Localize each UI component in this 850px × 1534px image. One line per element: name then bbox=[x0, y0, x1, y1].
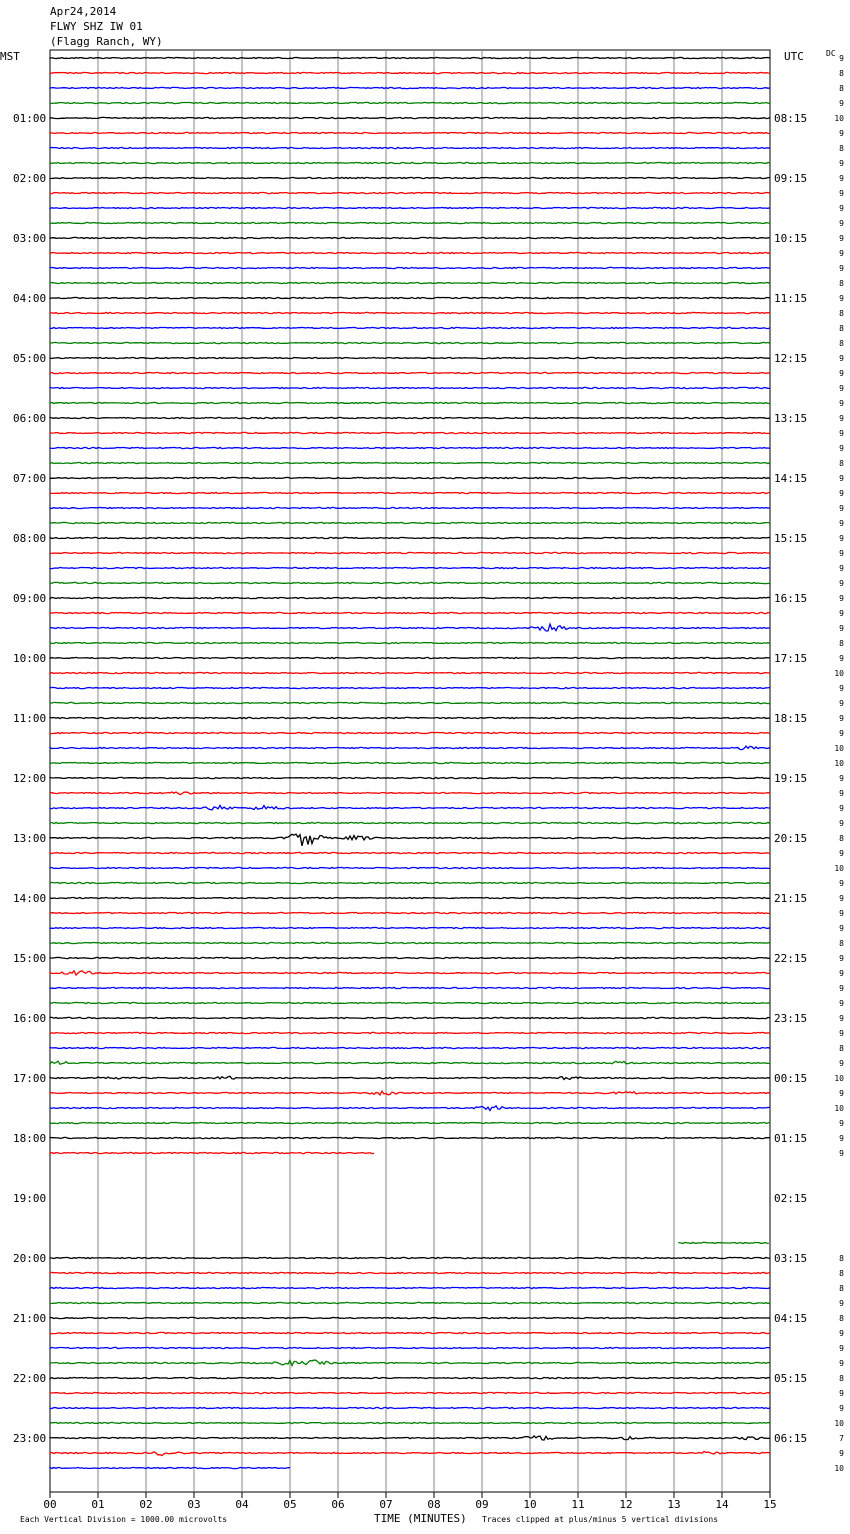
dc-value: 9 bbox=[839, 699, 844, 708]
trace-row-44 bbox=[50, 717, 770, 718]
dc-value: 9 bbox=[839, 444, 844, 453]
dc-value: 9 bbox=[839, 429, 844, 438]
dc-value: 8 bbox=[839, 639, 844, 648]
dc-value: 8 bbox=[839, 309, 844, 318]
hour-label-right: 16:15 bbox=[774, 592, 808, 605]
dc-value: 7 bbox=[839, 1434, 844, 1443]
dc-value: 10 bbox=[834, 669, 844, 678]
x-tick-label: 06 bbox=[331, 1498, 345, 1511]
trace-row-56 bbox=[50, 897, 770, 898]
header-station: FLWY SHZ IW 01 bbox=[50, 20, 143, 33]
hour-label-right: 11:15 bbox=[774, 292, 808, 305]
dc-value: 9 bbox=[839, 204, 844, 213]
dc-value: 8 bbox=[839, 339, 844, 348]
trace-row-36 bbox=[50, 597, 770, 598]
dc-value: 9 bbox=[839, 1119, 844, 1128]
trace-row-91 bbox=[50, 1422, 770, 1423]
trace-row-12 bbox=[50, 237, 770, 238]
trace-row-93 bbox=[50, 1451, 770, 1455]
dc-value: 10 bbox=[834, 1104, 844, 1113]
clip-note: Traces clipped at plus/minus 5 vertical divisions bbox=[482, 1515, 719, 1524]
hour-label-left: 06:00 bbox=[13, 412, 47, 425]
hour-label-right: 01:15 bbox=[774, 1132, 808, 1145]
x-tick-label: 01 bbox=[91, 1498, 105, 1511]
dc-value: 9 bbox=[839, 684, 844, 693]
dc-value: 9 bbox=[839, 219, 844, 228]
dc-value: 9 bbox=[839, 909, 844, 918]
dc-value: 9 bbox=[839, 1059, 844, 1068]
hour-label-right: 09:15 bbox=[774, 172, 808, 185]
dc-value: 9 bbox=[839, 384, 844, 393]
dc-value: 9 bbox=[839, 804, 844, 813]
dc-value: 8 bbox=[839, 1284, 844, 1293]
trace-row-35 bbox=[50, 582, 770, 583]
trace-row-52 bbox=[50, 834, 770, 846]
trace-row-21 bbox=[50, 372, 770, 373]
hour-label-right: 03:15 bbox=[774, 1252, 808, 1265]
dc-value: 9 bbox=[839, 714, 844, 723]
hour-label-left: 18:00 bbox=[13, 1132, 47, 1145]
dc-value: 9 bbox=[839, 1359, 844, 1368]
trace-row-10 bbox=[50, 207, 770, 208]
trace-row-28 bbox=[50, 477, 770, 478]
trace-row-83 bbox=[50, 1302, 770, 1303]
dc-offset-labels bbox=[834, 54, 844, 1473]
dc-value: 9 bbox=[839, 594, 844, 603]
hour-label-left: 08:00 bbox=[13, 532, 47, 545]
trace-row-84 bbox=[50, 1317, 770, 1318]
dc-value: 9 bbox=[839, 609, 844, 618]
hour-label-left: 02:00 bbox=[13, 172, 47, 185]
hour-label-right: 23:15 bbox=[774, 1012, 808, 1025]
x-tick-label: 09 bbox=[475, 1498, 489, 1511]
trace-row-82 bbox=[50, 1287, 770, 1288]
hour-label-right: 21:15 bbox=[774, 892, 808, 905]
dc-value: 8 bbox=[839, 939, 844, 948]
dc-header-label: DC bbox=[826, 49, 836, 58]
dc-value: 10 bbox=[834, 759, 844, 768]
trace-row-90 bbox=[50, 1407, 770, 1408]
dc-value: 8 bbox=[839, 834, 844, 843]
trace-row-64 bbox=[50, 1017, 770, 1018]
hour-label-left: 07:00 bbox=[13, 472, 47, 485]
hour-label-right: 17:15 bbox=[774, 652, 808, 665]
trace-row-22 bbox=[50, 387, 770, 388]
hour-label-right: 14:15 bbox=[774, 472, 808, 485]
trace-row-32 bbox=[50, 537, 770, 538]
trace-row-61 bbox=[50, 971, 770, 975]
dc-value: 9 bbox=[839, 369, 844, 378]
dc-value: 9 bbox=[839, 474, 844, 483]
dc-value: 8 bbox=[839, 1314, 844, 1323]
hour-label-left: 17:00 bbox=[13, 1072, 47, 1085]
hour-label-left: 13:00 bbox=[13, 832, 47, 845]
dc-value: 9 bbox=[839, 534, 844, 543]
trace-row-45 bbox=[50, 732, 770, 733]
dc-value: 9 bbox=[839, 999, 844, 1008]
hour-label-right: 15:15 bbox=[774, 532, 808, 545]
dc-value: 9 bbox=[839, 549, 844, 558]
x-tick-label: 12 bbox=[619, 1498, 633, 1511]
trace-row-29 bbox=[50, 492, 770, 493]
hour-label-right: 04:15 bbox=[774, 1312, 808, 1325]
trace-row-19 bbox=[50, 342, 770, 343]
x-tick-label: 07 bbox=[379, 1498, 393, 1511]
trace-row-71 bbox=[50, 1122, 770, 1123]
trace-row-65 bbox=[50, 1032, 770, 1033]
x-tick-label: 10 bbox=[523, 1498, 537, 1511]
trace-row-66 bbox=[50, 1047, 770, 1048]
trace-row-92 bbox=[50, 1436, 770, 1440]
dc-value: 9 bbox=[839, 1389, 844, 1398]
dc-value: 9 bbox=[839, 774, 844, 783]
x-axis bbox=[43, 1492, 776, 1511]
header-location: (Flagg Ranch, WY) bbox=[50, 35, 163, 48]
hour-label-right: 10:15 bbox=[774, 232, 808, 245]
hour-label-right: 19:15 bbox=[774, 772, 808, 785]
hour-label-right: 02:15 bbox=[774, 1192, 808, 1205]
trace-row-33 bbox=[50, 552, 770, 553]
trace-row-9 bbox=[50, 192, 770, 193]
dc-value: 9 bbox=[839, 579, 844, 588]
hour-label-right: 08:15 bbox=[774, 112, 808, 125]
dc-value: 9 bbox=[839, 519, 844, 528]
dc-value: 9 bbox=[839, 894, 844, 903]
dc-value: 8 bbox=[839, 1254, 844, 1263]
plot-frame bbox=[50, 50, 770, 1492]
dc-value: 9 bbox=[839, 924, 844, 933]
trace-row-55 bbox=[50, 882, 770, 883]
hour-label-right: 12:15 bbox=[774, 352, 808, 365]
trace-row-94 bbox=[50, 1467, 290, 1468]
trace-row-57 bbox=[50, 912, 770, 913]
dc-value: 9 bbox=[839, 789, 844, 798]
trace-row-14 bbox=[50, 267, 770, 268]
trace-row-54 bbox=[50, 867, 770, 868]
dc-value: 10 bbox=[834, 1074, 844, 1083]
dc-value: 8 bbox=[839, 279, 844, 288]
trace-row-30 bbox=[50, 507, 770, 508]
hour-label-right: 13:15 bbox=[774, 412, 808, 425]
dc-value: 9 bbox=[839, 249, 844, 258]
hour-label-left: 23:00 bbox=[13, 1432, 47, 1445]
x-tick-label: 11 bbox=[571, 1498, 585, 1511]
dc-value: 9 bbox=[839, 489, 844, 498]
dc-value: 9 bbox=[839, 1014, 844, 1023]
dc-value: 9 bbox=[839, 624, 844, 633]
dc-value: 9 bbox=[839, 654, 844, 663]
trace-row-27 bbox=[50, 462, 770, 463]
x-tick-label: 02 bbox=[139, 1498, 153, 1511]
trace-row-20 bbox=[50, 357, 770, 358]
trace-row-15 bbox=[50, 282, 770, 283]
dc-value: 9 bbox=[839, 399, 844, 408]
hour-label-right: 06:15 bbox=[774, 1432, 808, 1445]
x-tick-label: 04 bbox=[235, 1498, 249, 1511]
dc-value: 9 bbox=[839, 1029, 844, 1038]
dc-value: 9 bbox=[839, 99, 844, 108]
trace-row-25 bbox=[50, 432, 770, 433]
dc-value: 10 bbox=[834, 1464, 844, 1473]
hour-label-left: 10:00 bbox=[13, 652, 47, 665]
right-timezone-label: UTC bbox=[784, 50, 804, 63]
x-tick-label: 00 bbox=[43, 1498, 57, 1511]
hour-label-right: 20:15 bbox=[774, 832, 808, 845]
hour-label-left: 19:00 bbox=[13, 1192, 47, 1205]
dc-value: 8 bbox=[839, 459, 844, 468]
trace-row-87 bbox=[50, 1360, 770, 1366]
trace-row-53 bbox=[50, 852, 770, 853]
x-tick-label: 05 bbox=[283, 1498, 297, 1511]
trace-row-24 bbox=[50, 417, 770, 418]
trace-row-37 bbox=[50, 612, 770, 613]
trace-row-23 bbox=[50, 402, 770, 403]
hour-label-left: 03:00 bbox=[13, 232, 47, 245]
hour-label-left: 20:00 bbox=[13, 1252, 47, 1265]
hour-label-left: 04:00 bbox=[13, 292, 47, 305]
trace-row-8 bbox=[50, 177, 770, 178]
trace-row-16 bbox=[50, 297, 770, 298]
trace-row-46 bbox=[50, 746, 770, 749]
trace-row-89 bbox=[50, 1392, 770, 1393]
trace-row-3 bbox=[50, 102, 770, 103]
trace-row-70 bbox=[50, 1106, 770, 1111]
hour-label-left: 16:00 bbox=[13, 1012, 47, 1025]
dc-value: 9 bbox=[839, 969, 844, 978]
hour-label-left: 12:00 bbox=[13, 772, 47, 785]
x-tick-label: 08 bbox=[427, 1498, 441, 1511]
dc-value: 9 bbox=[839, 1134, 844, 1143]
dc-value: 9 bbox=[839, 129, 844, 138]
dc-value: 10 bbox=[834, 744, 844, 753]
trace-row-13 bbox=[50, 252, 770, 253]
dc-value: 9 bbox=[839, 564, 844, 573]
trace-row-85 bbox=[50, 1332, 770, 1333]
hour-label-left: 22:00 bbox=[13, 1372, 47, 1385]
trace-row-73 bbox=[50, 1152, 374, 1153]
dc-value: 9 bbox=[839, 879, 844, 888]
trace-row-11 bbox=[50, 222, 770, 223]
scale-note: Each Vertical Division = 1000.00 microvolts bbox=[20, 1515, 228, 1524]
x-axis-title: TIME (MINUTES) bbox=[374, 1512, 467, 1525]
dc-value: 9 bbox=[839, 264, 844, 273]
left-timezone-label: MST bbox=[0, 50, 20, 63]
hour-label-right: 05:15 bbox=[774, 1372, 808, 1385]
trace-row-0 bbox=[50, 57, 770, 58]
dc-value: 8 bbox=[839, 1374, 844, 1383]
trace-row-62 bbox=[50, 987, 770, 988]
dc-value: 9 bbox=[839, 984, 844, 993]
trace-row-6 bbox=[50, 147, 770, 148]
dc-value: 8 bbox=[839, 144, 844, 153]
dc-value: 10 bbox=[834, 864, 844, 873]
hour-label-left: 09:00 bbox=[13, 592, 47, 605]
trace-row-40 bbox=[50, 657, 770, 658]
trace-row-59 bbox=[50, 942, 770, 943]
trace-row-88 bbox=[50, 1377, 770, 1378]
trace-row-51 bbox=[50, 822, 770, 823]
dc-value: 8 bbox=[839, 84, 844, 93]
hour-label-right: 18:15 bbox=[774, 712, 808, 725]
x-tick-label: 13 bbox=[667, 1498, 681, 1511]
trace-row-26 bbox=[50, 447, 770, 448]
trace-row-7 bbox=[50, 162, 770, 163]
trace-row-38 bbox=[50, 624, 770, 631]
trace-row-50 bbox=[50, 805, 770, 810]
trace-row-86 bbox=[50, 1347, 770, 1348]
dc-value: 9 bbox=[839, 504, 844, 513]
dc-value: 9 bbox=[839, 1449, 844, 1458]
dc-value: 9 bbox=[839, 189, 844, 198]
dc-value: 9 bbox=[839, 414, 844, 423]
hour-label-right: 00:15 bbox=[774, 1072, 808, 1085]
trace-row-4 bbox=[50, 117, 770, 118]
trace-row-49 bbox=[50, 792, 770, 795]
trace-row-34 bbox=[50, 567, 770, 568]
dc-value: 9 bbox=[839, 1329, 844, 1338]
dc-value: 9 bbox=[839, 1149, 844, 1158]
trace-row-5 bbox=[50, 132, 770, 133]
dc-value: 8 bbox=[839, 1044, 844, 1053]
dc-value: 9 bbox=[839, 234, 844, 243]
trace-row-67 bbox=[50, 1061, 770, 1064]
x-tick-label: 15 bbox=[763, 1498, 777, 1511]
dc-value: 9 bbox=[839, 1299, 844, 1308]
hour-label-left: 11:00 bbox=[13, 712, 47, 725]
hour-label-right: 22:15 bbox=[774, 952, 808, 965]
trace-row-43 bbox=[50, 702, 770, 703]
trace-row-41 bbox=[50, 672, 770, 673]
trace-row-80 bbox=[50, 1257, 770, 1258]
dc-value: 8 bbox=[839, 324, 844, 333]
dc-value: 9 bbox=[839, 819, 844, 828]
dc-value: 9 bbox=[839, 174, 844, 183]
x-tick-label: 14 bbox=[715, 1498, 729, 1511]
dc-value: 9 bbox=[839, 159, 844, 168]
trace-row-81 bbox=[50, 1272, 770, 1273]
trace-row-39 bbox=[50, 642, 770, 643]
trace-row-79 bbox=[679, 1242, 769, 1243]
header-date: Apr24,2014 bbox=[50, 5, 117, 18]
dc-value: 9 bbox=[839, 354, 844, 363]
hour-label-left: 01:00 bbox=[13, 112, 47, 125]
dc-value: 10 bbox=[834, 1419, 844, 1428]
trace-row-42 bbox=[50, 687, 770, 688]
dc-value: 9 bbox=[839, 954, 844, 963]
trace-row-2 bbox=[50, 87, 770, 88]
hour-label-left: 21:00 bbox=[13, 1312, 47, 1325]
dc-value: 9 bbox=[839, 1404, 844, 1413]
trace-row-72 bbox=[50, 1137, 770, 1138]
trace-row-17 bbox=[50, 312, 770, 313]
dc-value: 9 bbox=[839, 294, 844, 303]
trace-row-60 bbox=[50, 957, 770, 958]
trace-row-68 bbox=[50, 1076, 770, 1079]
dc-value: 9 bbox=[839, 729, 844, 738]
trace-row-18 bbox=[50, 327, 770, 328]
x-tick-label: 03 bbox=[187, 1498, 201, 1511]
dc-value: 8 bbox=[839, 1269, 844, 1278]
hour-label-left: 05:00 bbox=[13, 352, 47, 365]
dc-value: 9 bbox=[839, 849, 844, 858]
minute-grid bbox=[50, 50, 770, 1492]
trace-row-47 bbox=[50, 762, 770, 763]
trace-row-63 bbox=[50, 1002, 770, 1003]
trace-row-69 bbox=[50, 1091, 770, 1095]
dc-value: 9 bbox=[839, 1089, 844, 1098]
dc-value: 10 bbox=[834, 114, 844, 123]
hour-label-left: 15:00 bbox=[13, 952, 47, 965]
hour-label-left: 14:00 bbox=[13, 892, 47, 905]
dc-value: 8 bbox=[839, 69, 844, 78]
trace-row-48 bbox=[50, 777, 770, 778]
dc-value: 9 bbox=[839, 54, 844, 63]
trace-row-1 bbox=[50, 72, 770, 73]
dc-value: 9 bbox=[839, 1344, 844, 1353]
seismic-traces bbox=[50, 57, 770, 1468]
trace-row-58 bbox=[50, 927, 770, 928]
trace-row-31 bbox=[50, 522, 770, 523]
